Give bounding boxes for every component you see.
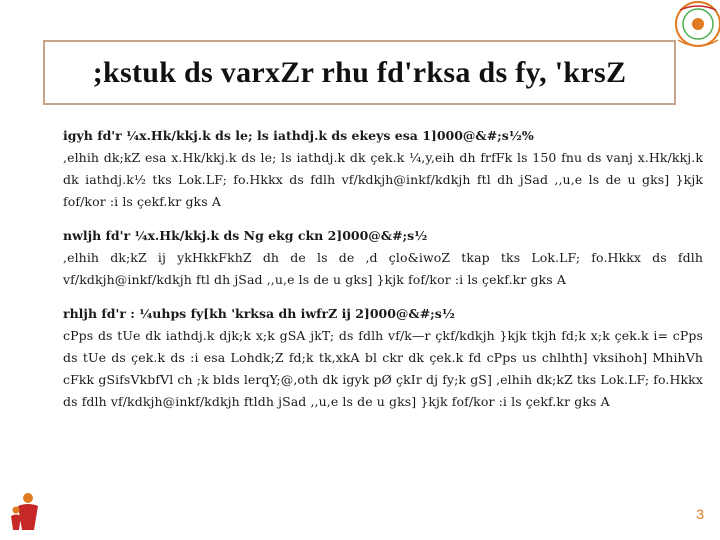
family-logo-icon [8,490,48,534]
section-heading: rhljh fd'r : ¼uhps fy[kh 'krksa dh iwfrZ ij 2]000@&#;s½ [63,306,455,321]
installment-section-1 [63,125,703,213]
content-area [63,125,703,425]
section-heading: nwljh fd'r ¼x.Hk/kkj.k ds Ng ekg ckn 2]000@&#;s½ [63,228,428,243]
installment-section-2 [63,225,703,291]
ministry-emblem-icon [650,0,720,70]
slide-title: ;kstuk ds varxZr rhu fd'rksa ds fy, 'krsZ [92,55,627,89]
section-heading: igyh fd'r ¼x.Hk/kkj.k ds le; ls iathdj.k ds ekeys esa 1]000@&#;s½% [63,128,534,143]
section-body: cPps ds tUe dk iathdj.k djk;k x;k gSA jkT; ds fdlh vf/k—r çkf/kdkjh }kjk tkjh fd;k x;k çek.k i= cPps ds tUe ds çek.k ds :i esa Lohdk;Z fd;k tk,xkA bl ckr dk çek.k fd cPps us chlhth] vksihoh] MhihVh cFkk gSifsVkbfVl ch ;k blds lerqY;@,oth dk igyk pØ çkIr dj fy;k gS] ,elhih dk;kZ tks Lok.LF; fo.Hkkx ds fdlh vf/kdkjh@inkf/kdkjh ftldh jSad ,,u,e ls de u gks] }kjk fof/kor :i ls çekf.kr gks A [63,328,703,409]
page-number: 3 [696,506,704,522]
installment-section-3 [63,303,703,413]
title-box [43,40,676,105]
section-body: ,elhih dk;kZ esa x.Hk/kkj.k ds le; ls iathdj.k dk çek.k ¼,y,eih dh frfFk ls 150 fnu ds vanj x.Hk/kkj.k dk iathdj.k½ tks Lok.LF; fo.Hkkx ds fdlh vf/kdkjh@inkf/kdkjh ftl dh jSad ,,u,e ls de u gks] }kjk fof/kor :i ls çekf.kr gks A [63,150,703,209]
section-body: ,elhih dk;kZ ij ykHkkFkhZ dh de ls de ,d çlo&iwoZ tkap tks Lok.LF; fo.Hkkx ds fdlh vf/kdkjh@inkf/kdkjh ftl dh jSad ,,u,e ls de u gks] }kjk fof/kor :i ls çekf.kr gks A [63,250,703,287]
